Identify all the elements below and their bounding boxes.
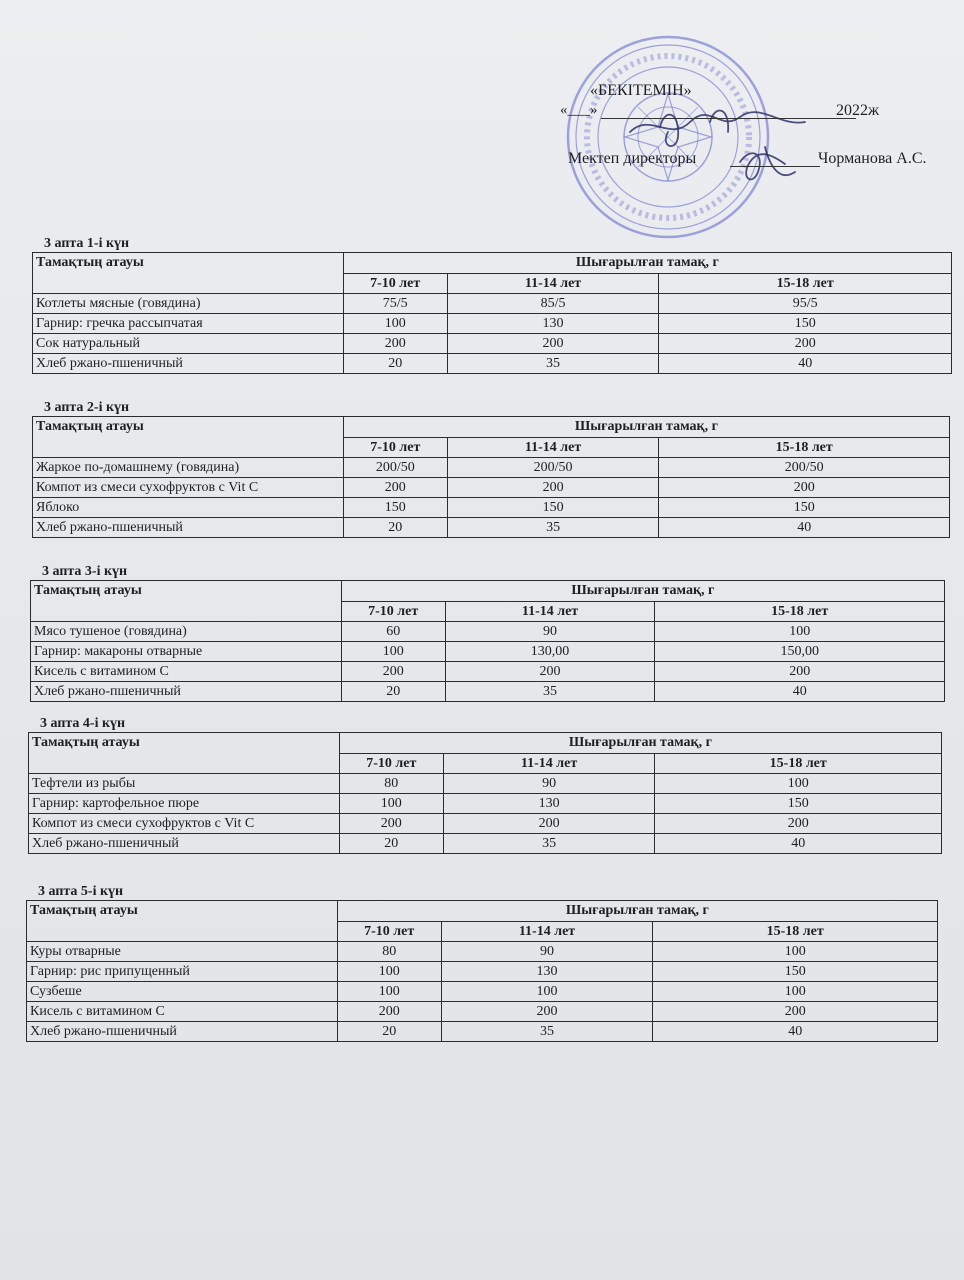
table-row — [29, 834, 942, 854]
dish-name: Гарнир: гречка рассыпчатая — [33, 314, 344, 334]
header-age-7-10: 7-10 лет — [337, 922, 441, 942]
table-row — [33, 354, 952, 374]
header-age-15-18: 15-18 лет — [655, 602, 945, 622]
header-age-11-14: 11-14 лет — [445, 602, 655, 622]
dish-name: Кисель с витамином С — [27, 1002, 338, 1022]
portion-15-18: 40 — [655, 834, 942, 854]
approval-date-blank — [601, 104, 856, 119]
portion-15-18: 150,00 — [655, 642, 945, 662]
portion-11-14: 200 — [441, 1002, 653, 1022]
portion-7-10: 80 — [339, 774, 443, 794]
portion-7-10: 200 — [339, 814, 443, 834]
header-age-15-18: 15-18 лет — [653, 922, 938, 942]
portion-7-10: 100 — [339, 794, 443, 814]
portion-15-18: 100 — [655, 774, 942, 794]
portion-11-14: 100 — [441, 982, 653, 1002]
dish-name: Тефтели из рыбы — [29, 774, 340, 794]
portion-15-18: 200 — [655, 662, 945, 682]
dish-name: Сок натуральный — [33, 334, 344, 354]
dish-name: Компот из смеси сухофруктов с Vit C — [29, 814, 340, 834]
portion-11-14: 90 — [445, 622, 655, 642]
dish-name: Яблоко — [33, 498, 344, 518]
portion-15-18: 100 — [655, 622, 945, 642]
table-row — [33, 314, 952, 334]
portion-15-18: 40 — [653, 1022, 938, 1042]
portion-15-18: 150 — [653, 962, 938, 982]
portion-11-14: 90 — [443, 774, 655, 794]
table-row — [27, 942, 938, 962]
dish-name: Хлеб ржано-пшеничный — [33, 518, 344, 538]
dish-name: Хлеб ржано-пшеничный — [27, 1022, 338, 1042]
table-row — [27, 962, 938, 982]
portion-7-10: 20 — [341, 682, 445, 702]
header-age-11-14: 11-14 лет — [447, 274, 659, 294]
portion-11-14: 35 — [443, 834, 655, 854]
portion-7-10: 200 — [337, 1002, 441, 1022]
portion-7-10: 150 — [343, 498, 447, 518]
portion-15-18: 200 — [653, 1002, 938, 1022]
portion-15-18: 40 — [659, 354, 952, 374]
portion-7-10: 80 — [337, 942, 441, 962]
table-row — [27, 982, 938, 1002]
header-age-15-18: 15-18 лет — [659, 274, 952, 294]
portion-11-14: 130,00 — [445, 642, 655, 662]
header-dish-name: Тамақтың атауы — [31, 581, 342, 622]
portion-7-10: 100 — [341, 642, 445, 662]
portion-11-14: 35 — [447, 518, 659, 538]
header-age-11-14: 11-14 лет — [447, 438, 659, 458]
director-name: Чорманова А.С. — [818, 150, 927, 167]
table-row — [31, 642, 945, 662]
dish-name: Хлеб ржано-пшеничный — [31, 682, 342, 702]
approval-block — [560, 78, 960, 198]
portion-11-14: 200 — [447, 478, 659, 498]
menu-table — [26, 900, 938, 1042]
portion-15-18: 200 — [659, 334, 952, 354]
portion-7-10: 200/50 — [343, 458, 447, 478]
table-row — [27, 1022, 938, 1042]
day-section-4 — [28, 716, 942, 854]
header-dish-name: Тамақтың атауы — [33, 253, 344, 294]
portion-11-14: 200/50 — [447, 458, 659, 478]
portion-7-10: 20 — [339, 834, 443, 854]
dish-name: Мясо тушеное (говядина) — [31, 622, 342, 642]
portion-15-18: 95/5 — [659, 294, 952, 314]
header-age-7-10: 7-10 лет — [343, 274, 447, 294]
day-section-5 — [26, 884, 938, 1042]
portion-11-14: 200 — [443, 814, 655, 834]
table-row — [33, 518, 950, 538]
header-output: Шығарылған тамақ, г — [339, 733, 941, 754]
header-age-15-18: 15-18 лет — [659, 438, 950, 458]
portion-11-14: 130 — [447, 314, 659, 334]
dish-name: Хлеб ржано-пшеничный — [33, 354, 344, 374]
portion-15-18: 200 — [655, 814, 942, 834]
director-label: Мектеп директоры — [568, 150, 697, 167]
portion-15-18: 40 — [655, 682, 945, 702]
dish-name: Хлеб ржано-пшеничный — [29, 834, 340, 854]
dish-name: Сузбеше — [27, 982, 338, 1002]
approval-date-prefix: «___» — [560, 102, 598, 118]
portion-11-14: 85/5 — [447, 294, 659, 314]
dish-name: Гарнир: картофельное пюре — [29, 794, 340, 814]
menu-table — [30, 580, 945, 702]
portion-11-14: 35 — [441, 1022, 653, 1042]
table-row — [33, 334, 952, 354]
header-age-7-10: 7-10 лет — [339, 754, 443, 774]
header-output: Шығарылған тамақ, г — [343, 253, 951, 274]
portion-11-14: 130 — [443, 794, 655, 814]
menu-table — [32, 252, 952, 374]
table-row — [29, 814, 942, 834]
day-title: 3 апта 1-і күн — [44, 236, 130, 251]
portion-11-14: 90 — [441, 942, 653, 962]
portion-7-10: 20 — [343, 354, 447, 374]
table-row — [27, 1002, 938, 1022]
portion-7-10: 20 — [343, 518, 447, 538]
portion-15-18: 150 — [655, 794, 942, 814]
signature-blank — [730, 166, 820, 167]
table-row — [29, 774, 942, 794]
dish-name: Куры отварные — [27, 942, 338, 962]
portion-7-10: 200 — [343, 334, 447, 354]
day-title: 3 апта 2-і күн — [44, 400, 130, 415]
day-title: 3 апта 5-і күн — [38, 884, 124, 899]
portion-15-18: 150 — [659, 314, 952, 334]
table-row — [31, 662, 945, 682]
day-title: 3 апта 3-і күн — [42, 564, 128, 579]
table-row — [31, 682, 945, 702]
portion-7-10: 100 — [337, 982, 441, 1002]
portion-15-18: 200 — [659, 478, 950, 498]
portion-7-10: 100 — [337, 962, 441, 982]
header-age-7-10: 7-10 лет — [343, 438, 447, 458]
portion-7-10: 200 — [341, 662, 445, 682]
portion-11-14: 200 — [445, 662, 655, 682]
table-row — [29, 794, 942, 814]
portion-7-10: 60 — [341, 622, 445, 642]
header-output: Шығарылған тамақ, г — [337, 901, 937, 922]
portion-7-10: 100 — [343, 314, 447, 334]
dish-name: Котлеты мясные (говядина) — [33, 294, 344, 314]
portion-11-14: 130 — [441, 962, 653, 982]
header-age-15-18: 15-18 лет — [655, 754, 942, 774]
portion-11-14: 150 — [447, 498, 659, 518]
portion-7-10: 20 — [337, 1022, 441, 1042]
portion-11-14: 35 — [447, 354, 659, 374]
table-row — [33, 294, 952, 314]
dish-name: Гарнир: рис припущенный — [27, 962, 338, 982]
header-dish-name: Тамақтың атауы — [29, 733, 340, 774]
menu-table — [32, 416, 950, 538]
header-dish-name: Тамақтың атауы — [33, 417, 344, 458]
menu-table — [28, 732, 942, 854]
portion-15-18: 100 — [653, 942, 938, 962]
portion-11-14: 35 — [445, 682, 655, 702]
portion-15-18: 150 — [659, 498, 950, 518]
dish-name: Кисель с витамином С — [31, 662, 342, 682]
approval-title: «БЕКІТЕМІН» — [590, 82, 692, 99]
approval-year: 2022ж — [836, 102, 880, 119]
dish-name: Жаркое по-домашнему (говядина) — [33, 458, 344, 478]
table-row — [33, 478, 950, 498]
header-output: Шығарылған тамақ, г — [341, 581, 944, 602]
table-row — [33, 498, 950, 518]
table-row — [31, 622, 945, 642]
dish-name: Гарнир: макароны отварные — [31, 642, 342, 662]
header-age-11-14: 11-14 лет — [443, 754, 655, 774]
portion-15-18: 200/50 — [659, 458, 950, 478]
header-output: Шығарылған тамақ, г — [343, 417, 949, 438]
portion-11-14: 200 — [447, 334, 659, 354]
portion-15-18: 40 — [659, 518, 950, 538]
portion-7-10: 200 — [343, 478, 447, 498]
day-section-2 — [32, 400, 950, 538]
dish-name: Компот из смеси сухофруктов с Vit C — [33, 478, 344, 498]
portion-15-18: 100 — [653, 982, 938, 1002]
day-section-1 — [32, 236, 952, 374]
header-age-11-14: 11-14 лет — [441, 922, 653, 942]
day-section-3 — [30, 564, 945, 702]
header-age-7-10: 7-10 лет — [341, 602, 445, 622]
header-dish-name: Тамақтың атауы — [27, 901, 338, 942]
day-title: 3 апта 4-і күн — [40, 716, 126, 731]
portion-7-10: 75/5 — [343, 294, 447, 314]
table-row — [33, 458, 950, 478]
